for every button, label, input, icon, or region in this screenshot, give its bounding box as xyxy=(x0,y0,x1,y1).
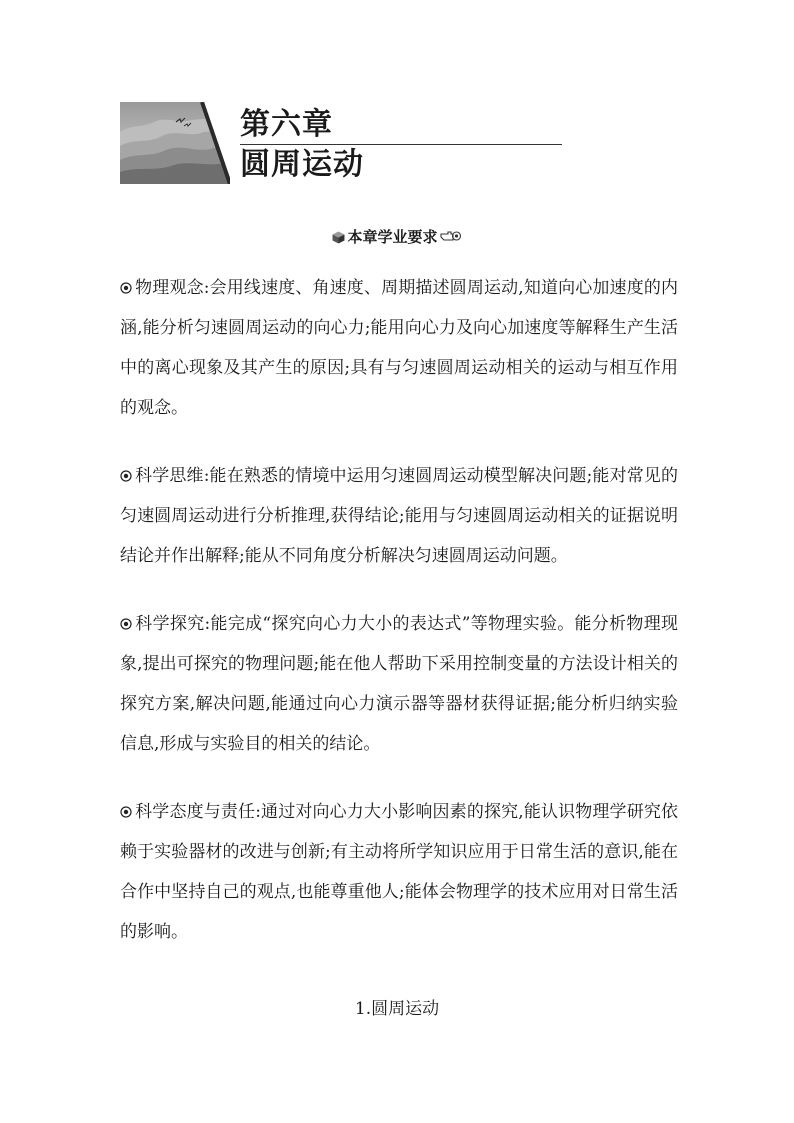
literacy-item-scientific-thinking xyxy=(120,456,678,576)
requirements-header-title: 本章学业要求 xyxy=(347,228,438,246)
double-circle-bullet-icon xyxy=(120,618,132,630)
double-circle-bullet-icon xyxy=(120,282,132,294)
literacy-item-label: 科学探究 xyxy=(135,614,205,634)
literacy-item-label: 科学思维 xyxy=(135,466,204,486)
literacy-item-scientific-attitude xyxy=(120,792,678,952)
title-divider xyxy=(240,144,562,145)
literacy-item-text: :能在熟悉的情境中运用匀速圆周运动模型解决问题;能对常见的匀速圆周运动进行分析推理,获得结论;能用与匀速圆周运动相关的证据说明结论并作出解释;能从不同角度分析解决匀速圆周运动问题。 xyxy=(120,466,678,566)
cube-icon xyxy=(332,231,345,244)
pointing-hand-icon xyxy=(440,230,462,242)
literacy-item-label: 物理观念 xyxy=(135,278,204,298)
literacy-item-physics-concepts xyxy=(120,268,678,428)
requirements-header xyxy=(0,226,794,248)
literacy-item-scientific-inquiry xyxy=(120,604,678,764)
literacy-item-label: 科学态度与责任 xyxy=(135,802,256,822)
chapter-banner xyxy=(120,102,565,184)
double-circle-bullet-icon xyxy=(120,470,132,482)
literacy-item-text: :能完成“探究向心力大小的表达式”等物理实验。能分析物理现象,提出可探究的物理问题;能在他人帮助下采用控制变量的方法设计相关的探究方案,解决问题,能通过向心力演示器等器材获得证据;能分析归纳实验信息,形成与实验目的相关的结论。 xyxy=(120,614,679,754)
chapter-title: 圆周运动 xyxy=(240,147,364,182)
double-circle-bullet-icon xyxy=(120,806,132,818)
mountain-landscape-icon xyxy=(120,102,230,184)
literacy-item-text: :会用线速度、角速度、周期描述圆周运动,知道向心加速度的内涵,能分析匀速圆周运动的向心力;能用向心力及向心加速度等解释生产生活中的离心现象及其产生的原因;具有与匀速圆周运动相关的运动与相互作用的观念。 xyxy=(120,278,679,418)
chapter-number: 第六章 xyxy=(240,107,333,142)
literacy-item-text: :通过对向心力大小影响因素的探究,能认识物理学研究依赖于实验器材的改进与创新;有主动将所学知识应用于日常生活的意识,能在合作中坚持自己的观点,也能尊重他人;能体会物理学的技术应用对日常生活的影响。 xyxy=(120,802,678,942)
core-literacy-list xyxy=(120,268,678,980)
section-title: 1.圆周运动 xyxy=(354,999,440,1019)
